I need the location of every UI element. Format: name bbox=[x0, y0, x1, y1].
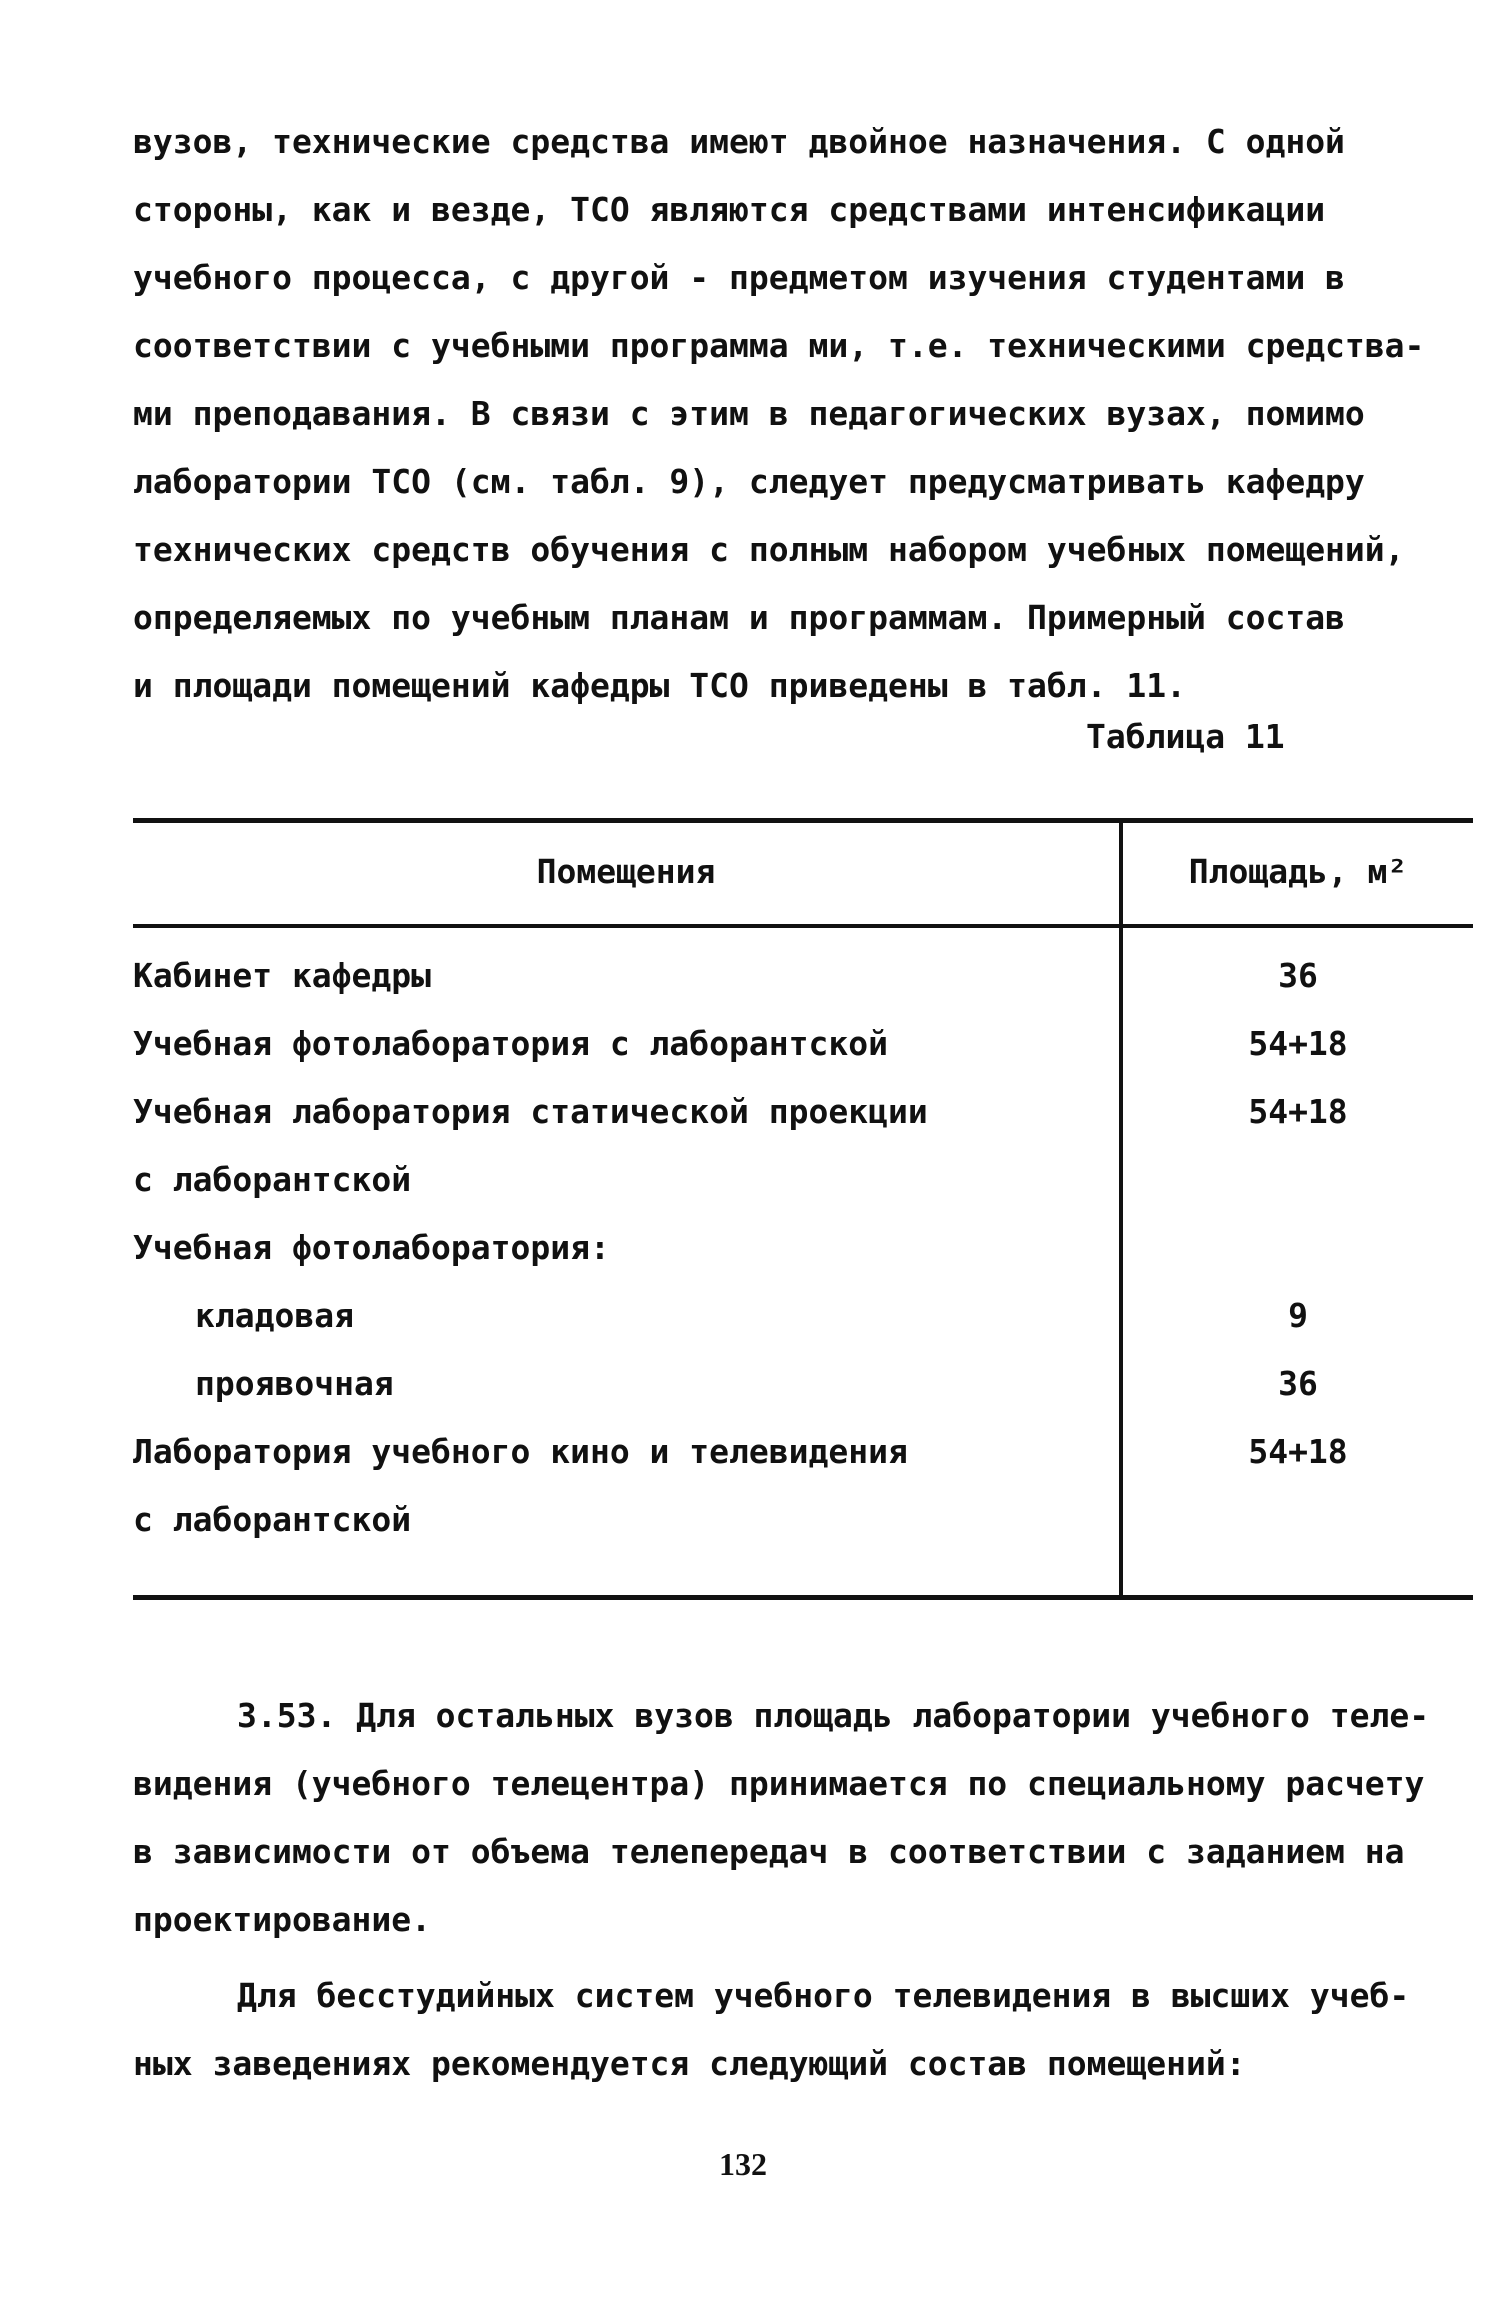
table-row bbox=[133, 1214, 1473, 1282]
text-line: проектирование. bbox=[133, 1900, 432, 1939]
intro-paragraph bbox=[133, 108, 1473, 720]
table-row bbox=[133, 1282, 1473, 1350]
table-row bbox=[133, 1418, 1473, 1486]
room-name: Учебная фотолаборатория с лаборантской bbox=[133, 1024, 888, 1063]
text-line: соответствии с учебными программа ми, т.е. техническими средства- bbox=[133, 326, 1425, 365]
room-name: Учебная лаборатория статической проекции bbox=[133, 1092, 928, 1131]
table-top-rule bbox=[133, 818, 1473, 823]
text-line: ми преподавания. В связи с этим в педагогических вузах, помимо bbox=[133, 394, 1365, 433]
room-name: с лаборантской bbox=[133, 1500, 412, 1539]
room-name: проявочная bbox=[195, 1364, 394, 1403]
room-area: 36 bbox=[1278, 956, 1318, 995]
table-bottom-rule bbox=[133, 1595, 1473, 1600]
table-row bbox=[133, 1078, 1473, 1146]
room-area: 36 bbox=[1278, 1364, 1318, 1403]
room-name: кладовая bbox=[195, 1296, 354, 1335]
section-3-53-paragraph bbox=[133, 1682, 1473, 1954]
table-row bbox=[133, 942, 1473, 1010]
room-area: 9 bbox=[1288, 1296, 1308, 1335]
text-line: видения (учебного телецентра) принимается по специальному расчету bbox=[133, 1764, 1425, 1803]
room-area: 54+18 bbox=[1248, 1092, 1348, 1131]
text-line: в зависимости от объема телепередач в соответствии с заданием на bbox=[133, 1832, 1405, 1871]
page-number: 132 bbox=[719, 2146, 767, 2182]
text-line: лаборатории ТСО (см. табл. 9), следует предусматривать кафедру bbox=[133, 462, 1365, 501]
text-line: и площади помещений кафедры ТСО приведены в табл. 11. bbox=[133, 666, 1186, 705]
column-header-area: Площадь, м² bbox=[1188, 852, 1408, 891]
table-row bbox=[133, 1486, 1473, 1554]
text-line: вузов, технические средства имеют двойное назначения. С одной bbox=[133, 122, 1345, 161]
table-body bbox=[133, 942, 1473, 1554]
text-line: стороны, как и везде, ТСО являются средствами интенсификации bbox=[133, 190, 1326, 229]
table-caption: Таблица 11 bbox=[1086, 717, 1285, 756]
table-row bbox=[133, 1146, 1473, 1214]
column-header-rooms: Помещения bbox=[536, 852, 716, 891]
closing-paragraph bbox=[133, 1962, 1473, 2098]
text-line: технических средств обучения с полным набором учебных помещений, bbox=[133, 530, 1405, 569]
text-line: определяемых по учебным планам и программам. Примерный состав bbox=[133, 598, 1345, 637]
room-area: 54+18 bbox=[1248, 1024, 1348, 1063]
table-row bbox=[133, 1350, 1473, 1418]
room-name: с лаборантской bbox=[133, 1160, 412, 1199]
room-area: 54+18 bbox=[1248, 1432, 1348, 1471]
text-line: Для бесстудийных систем учебного телевидения в высших учеб- bbox=[237, 1976, 1410, 2015]
text-line: учебного процесса, с другой - предметом изучения студентами в bbox=[133, 258, 1345, 297]
room-name: Кабинет кафедры bbox=[133, 956, 432, 995]
text-line: 3.53. Для остальных вузов площадь лаборатории учебного теле- bbox=[237, 1696, 1430, 1735]
table-row bbox=[133, 1010, 1473, 1078]
text-line: ных заведениях рекомендуется следующий состав помещений: bbox=[133, 2044, 1246, 2083]
room-name: Учебная фотолаборатория: bbox=[133, 1228, 610, 1267]
room-name: Лаборатория учебного кино и телевидения bbox=[133, 1432, 908, 1471]
table-header-rule bbox=[133, 924, 1473, 928]
